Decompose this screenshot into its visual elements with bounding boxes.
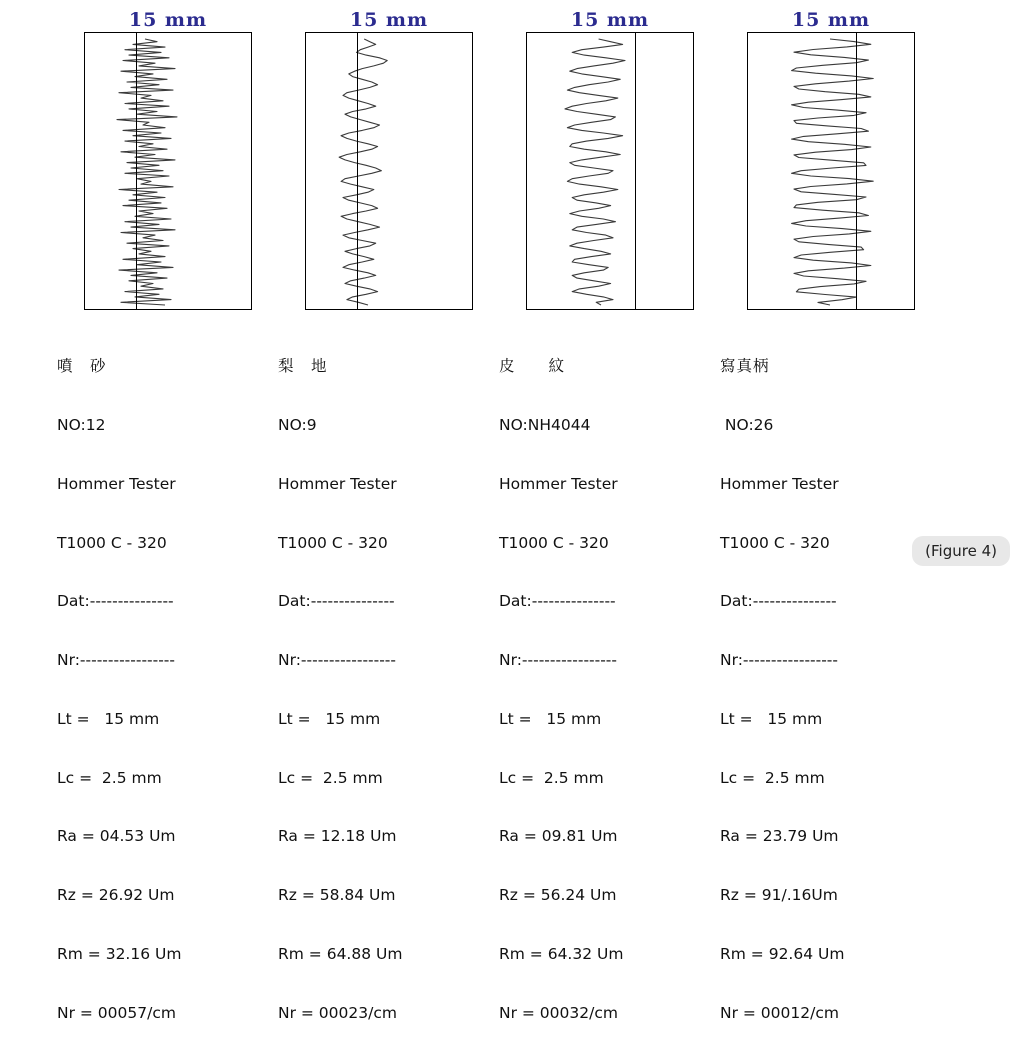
panel-2-baseline: [357, 33, 358, 309]
panel-3-info: [499, 318, 721, 1063]
panel-3-trace: [527, 33, 695, 311]
panel-2-no: NO:9: [278, 415, 317, 434]
panel-1-plot: [84, 32, 252, 310]
panel-2-trace: [306, 33, 474, 311]
panel-3-nr: Nr = 00032/cm: [499, 1003, 618, 1022]
panel-4-tester: Hommer Tester: [720, 474, 839, 493]
panel-1-header: 15 mm: [128, 9, 208, 31]
panel-4-lc: Lc = 2.5 mm: [720, 768, 825, 787]
panel-4-nr-dash: Nr:-----------------: [720, 651, 838, 670]
panel-2-tester: Hommer Tester: [278, 474, 397, 493]
panel-2-plot: [305, 32, 473, 310]
panel-1-model: T1000 C - 320: [57, 533, 167, 552]
panel-1-lc: Lc = 2.5 mm: [57, 768, 162, 787]
panel-2-model: T1000 C - 320: [278, 533, 388, 552]
panel-4-dat: Dat:---------------: [720, 592, 837, 611]
panel-4-header: 15 mm: [791, 9, 871, 31]
panel-2-rm: Rm = 64.88 Um: [278, 945, 403, 963]
panel-4-plot: [747, 32, 915, 310]
panel-1-rz: Rz = 26.92 Um: [57, 886, 175, 905]
panel-1-lt: Lt = 15 mm: [57, 709, 160, 728]
panel-4-baseline: [856, 33, 857, 309]
panel-2: [278, 8, 500, 1063]
panel-2-ra: Ra = 12.18 Um: [278, 827, 397, 846]
panel-1-nr-dash: Nr:-----------------: [57, 651, 175, 670]
panel-3-ra: Ra = 09.81 Um: [499, 827, 618, 846]
panel-2-lt: Lt = 15 mm: [278, 709, 381, 728]
panel-4-rm: Rm = 92.64 Um: [720, 945, 845, 963]
panel-4-no: NO:26: [720, 415, 774, 434]
panel-4-ra: Ra = 23.79 Um: [720, 827, 839, 846]
panel-3-dat: Dat:---------------: [499, 592, 616, 611]
panel-2-header: 15 mm: [349, 9, 429, 31]
panel-1-baseline: [136, 33, 137, 309]
panel-3-tester: Hommer Tester: [499, 474, 618, 493]
panel-3-nr-dash: Nr:-----------------: [499, 651, 617, 670]
panel-3-header: 15 mm: [570, 9, 650, 31]
panel-3: [499, 8, 721, 1063]
panel-2-dat: Dat:---------------: [278, 592, 395, 611]
panel-3-rz: Rz = 56.24 Um: [499, 886, 617, 905]
panel-4-model: T1000 C - 320: [720, 533, 830, 552]
panel-3-plot: [526, 32, 694, 310]
panel-4-name: 寫真柄: [720, 357, 770, 376]
panel-1-trace: [85, 33, 253, 311]
panel-1-nr: Nr = 00057/cm: [57, 1003, 176, 1022]
panel-1-dat: Dat:---------------: [57, 592, 174, 611]
panel-3-baseline: [635, 33, 636, 309]
panel-3-rm: Rm = 64.32 Um: [499, 945, 624, 963]
panel-1-tester: Hommer Tester: [57, 474, 176, 493]
panel-1-name: 噴 砂: [57, 357, 107, 376]
panel-2-name: 梨 地: [278, 357, 328, 376]
panel-1-ra: Ra = 04.53 Um: [57, 827, 176, 846]
panel-3-no: NO:NH4044: [499, 415, 591, 434]
panel-4-rz: Rz = 91/.16Um: [720, 886, 838, 905]
panel-3-model: T1000 C - 320: [499, 533, 609, 552]
panel-2-rz: Rz = 58.84 Um: [278, 886, 396, 905]
panel-4-info: [720, 318, 942, 1063]
panel-1-rm: Rm = 32.16 Um: [57, 945, 182, 963]
panel-4-nr: Nr = 00012/cm: [720, 1003, 839, 1022]
panel-4: [720, 8, 942, 1063]
panel-2-lc: Lc = 2.5 mm: [278, 768, 383, 787]
panel-1-no: NO:12: [57, 415, 106, 434]
panel-2-info: [278, 318, 500, 1063]
panel-3-lt: Lt = 15 mm: [499, 709, 602, 728]
panel-3-name: 皮 紋: [499, 357, 566, 376]
panel-2-nr-dash: Nr:-----------------: [278, 651, 396, 670]
panel-3-lc: Lc = 2.5 mm: [499, 768, 604, 787]
panel-2-nr: Nr = 00023/cm: [278, 1003, 397, 1022]
figure-caption: (Figure 4): [912, 536, 1010, 566]
panel-1-info: [57, 318, 279, 1063]
panel-4-trace: [748, 33, 916, 311]
panel-4-lt: Lt = 15 mm: [720, 709, 823, 728]
panel-1: [57, 8, 279, 1063]
